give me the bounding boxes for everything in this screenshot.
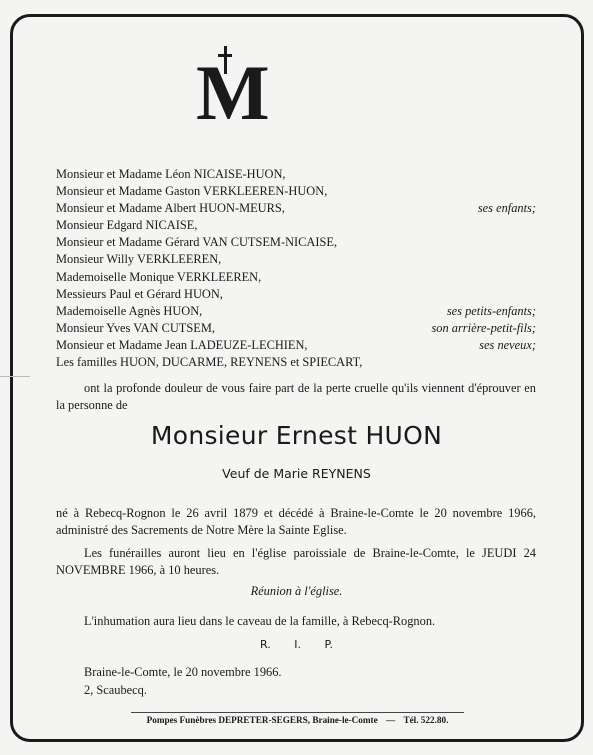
rip-i: I. (294, 638, 302, 651)
family-member-name: Les familles HUON, DUCARME, REYNENS et SPIECART, (56, 355, 363, 370)
family-line (56, 320, 536, 337)
family-member-name: Monsieur et Madame Léon NICAISE-HUON, (56, 167, 286, 181)
monogram-letter: M (196, 49, 268, 136)
family-member-name: Monsieur et Madame Gérard VAN CUTSEM-NICAISE, (56, 235, 338, 250)
funeral-paragraph: Les funérailles auront lieu en l'église paroissiale de Braine-le-Comte, le JEUDI 24 NOVEMBRE 1966, à 10 heures. (56, 546, 536, 577)
family-line (56, 217, 536, 234)
family-line (56, 286, 536, 303)
footer-separator: — (385, 715, 396, 725)
address: 2, Scaubecq. (84, 683, 147, 697)
relation-label: ses neveux; (479, 337, 536, 352)
undertaker-name: Pompes Funèbres DEPRETER-SEGERS, Braine-le-Comte (146, 715, 378, 725)
paper-mark (0, 376, 30, 377)
relation-label: ses enfants; (477, 201, 536, 216)
family-member-name: Monsieur Edgard NICAISE, (56, 218, 198, 233)
family-member-name: Monsieur et Madame Gaston VERKLEEREN-HUON, (56, 184, 328, 199)
family-list (56, 166, 536, 371)
reunion-note: Réunion à l'église. (250, 584, 343, 598)
family-member-name: Monsieur et Madame Albert HUON-MEURS, (56, 201, 285, 216)
card-border (10, 14, 584, 742)
undertaker-footer (131, 712, 464, 725)
announcement-intro (56, 380, 536, 413)
marian-monogram-icon (196, 46, 268, 136)
family-member-name: Monsieur Yves VAN CUTSEM, (56, 320, 215, 335)
family-member-name: Mademoiselle Agnès HUON, (56, 303, 203, 318)
family-line (56, 251, 536, 268)
relation-label: son arrière-petit-fils; (431, 320, 536, 335)
family-line (56, 234, 536, 251)
family-member-name: Messieurs Paul et Gérard HUON, (56, 286, 223, 301)
burial-paragraph: L'inhumation aura lieu dans le caveau de la famille, à Rebecq-Rognon. (84, 614, 436, 628)
birth-death-paragraph: né à Rebecq-Rognon le 26 avril 1879 et décédé à Braine-le-Comte le 20 novembre 1966, administré des Sacrements de Notre Mère la Sainte Eglise. (56, 506, 536, 537)
family-member-name: Monsieur et Madame Jean LADEUZE-LECHIEN, (56, 337, 308, 352)
family-member-name: Monsieur Willy VERKLEEREN, (56, 252, 222, 267)
deceased-name: Monsieur Ernest HUON (150, 421, 443, 450)
family-line (56, 166, 536, 183)
family-member-name: Mademoiselle Monique VERKLEEREN, (56, 269, 262, 284)
rip-r: R. (260, 638, 271, 651)
place-date: Braine-le-Comte, le 20 novembre 1966. (84, 665, 282, 679)
intro-text: ont la profonde douleur de vous faire part de la perte cruelle qu'ils viennent d'éprouver en la personne de (56, 381, 536, 412)
family-line (56, 183, 536, 200)
spouse-line: Veuf de Marie REYNENS (222, 466, 371, 481)
family-line (56, 354, 536, 371)
family-line (56, 303, 536, 320)
rip-p: P. (324, 638, 333, 651)
family-line (56, 269, 536, 286)
rip-line (0, 638, 593, 651)
family-line (56, 337, 536, 354)
relation-label: ses petits-enfants; (446, 303, 536, 318)
family-line (56, 200, 536, 217)
undertaker-phone: Tél. 522.80. (403, 715, 449, 725)
